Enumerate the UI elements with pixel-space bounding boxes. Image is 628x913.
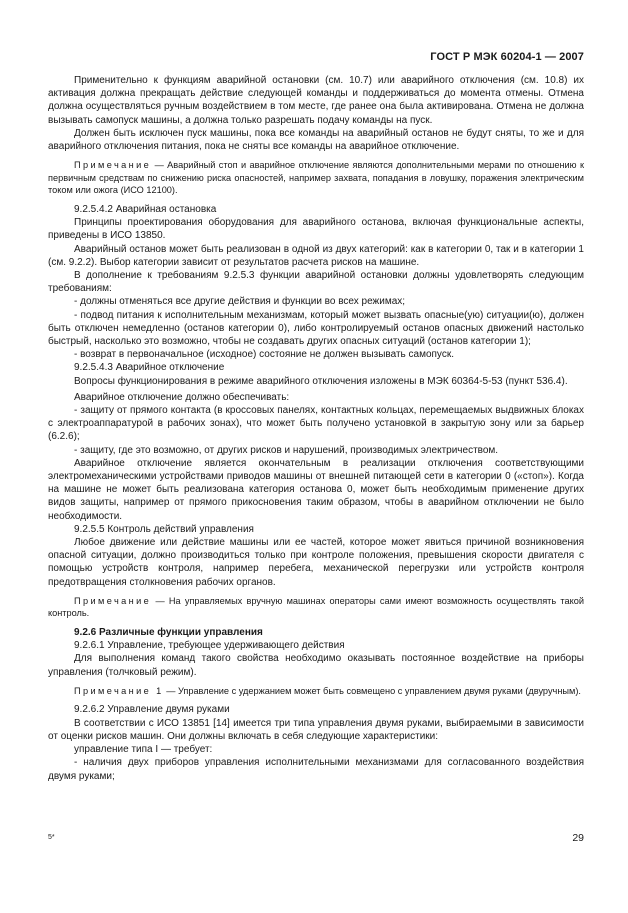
list-item: - возврат в первоначальное (исходное) состояние не должен вызывать самопуск. <box>74 349 454 361</box>
paragraph: Должен быть исключен пуск машины, пока все команды на аварийный останов не будут сняты, то же и для аварийного отключения питания, пока не сняты все команды на аварийное отключение. <box>48 127 584 153</box>
section-heading: 9.2.6 Различные функции управления <box>74 627 263 639</box>
paragraph: Аварийный останов может быть реализован в одной из двух категорий: как в категории 0, так и в категории 1 (см. 9.2.2). Выбор категории зависит от результатов расчета рисков на машине. <box>48 243 584 268</box>
list-item: - подвод питания к исполнительным механизмам, который может вызвать опасные(ую) ситуации(ю), должен быть отключен немедленно (останов категории 0), либо контролируемый останов опасных движений настолько быстрый, насколько это возможно, чтобы не создавать других опасных ситуаций (останов категории 1); <box>48 309 584 348</box>
note-text: — Управление с удержанием может быть совмещено с управлением двумя руками (двуручным). <box>166 685 581 696</box>
subsection-heading: 9.2.6.2 Управление двумя руками <box>74 704 230 716</box>
paragraph: Для выполнения команд такого свойства необходимо оказывать постоянное воздействие на приборы управления (толчковый режим). <box>48 653 584 678</box>
note <box>48 159 584 197</box>
subsection-heading: 9.2.5.5 Контроль действий управления <box>74 523 254 535</box>
list-item: - должны отменяться все другие действия и функции во всех режимах; <box>74 296 406 308</box>
paragraph: Аварийное отключение является окончательным в реализации отключения соответствующими электромеханическими устройствами приводов машины от внешней питающей сети в категории 0 («стоп»). Когда на машине не может быть реализована категория останова 0, может быть необходимым применение других видов защиты, например от прямого прикосновения таким образом, чтобы в аварийном отключении не было необходимости. <box>48 457 584 522</box>
subsection-heading: 9.2.5.4.3 Аварийное отключение <box>74 362 225 374</box>
note-text: — На управляемых вручную машинах операторы сами имеют возможность осуществлять такой контроль. <box>48 595 584 619</box>
paragraph: управление типа I — требует: <box>74 744 213 756</box>
page-number: 29 <box>572 832 584 844</box>
paragraph: Любое движение или действие машины или ее частей, которое может явиться причиной возникновения опасной ситуации, должно производиться только при контроле положения, превышения скорости двигателя с помощью устройств контроля, например перебега, механической перегрузки или устройств контроля предотвращения столкновения рабочих органов. <box>48 537 584 588</box>
page-content <box>48 74 584 783</box>
sheet-mark: 5* <box>48 834 55 841</box>
list-item: - наличия двух приборов управления исполнительными механизмами для согласованного воздействия двумя руками; <box>48 757 584 782</box>
paragraph: В дополнение к требованиям 9.2.5.3 функции аварийной остановки должны удовлетворять следующим требованиям: <box>48 270 584 295</box>
note-label: Примечание 1 <box>74 685 164 696</box>
note-label: Примечание <box>74 595 152 606</box>
standard-code-header: ГОСТ Р МЭК 60204-1 — 2007 <box>430 51 584 63</box>
paragraph: В соответствии с ИСО 13851 [14] имеется три типа управления двумя руками, выбираемыми в зависимости от оценки рисков машин. Они должны включать в себя следующие характеристики: <box>48 717 584 742</box>
paragraph: Применительно к функциям аварийной остановки (см. 10.7) или аварийного отключения (см. 10.8) их активация должна прекращать действие следующей команды и поддерживаться до момента отмены. Отмена должна осуществляться ручным воздействием в том месте, где ранее она была активирована. Отмена не должна вызывать самопуск машины, а должна только разрешать подачу команды на пуск. <box>48 75 584 126</box>
note <box>48 595 584 620</box>
subsection-heading: 9.2.5.4.2 Аварийная остановка <box>74 204 217 215</box>
paragraph: Принципы проектирования оборудования для аварийного останова, включая функциональные аспекты, приведены в ИСО 13850. <box>48 217 584 242</box>
note-label: Примечание <box>74 160 152 171</box>
paragraph: Вопросы функционирования в режиме аварийного отключения изложены в МЭК 60364-5-53 (пункт 536.4). <box>74 375 568 387</box>
list-item: - защиту от прямого контакта (в кроссовых панелях, контактных кольцах, перемещаемых выдвижных блоках с электроаппаратурой в рабочих зонах), что может быть получено установкой в закрытую зону или за барьер (6.2.6); <box>48 405 584 443</box>
subsection-heading: 9.2.6.1 Управление, требующее удерживающего действия <box>74 640 345 652</box>
note <box>48 685 584 698</box>
paragraph: Аварийное отключение должно обеспечивать: <box>74 391 290 403</box>
note-text: — Аварийный стоп и аварийное отключение являются дополнительными мерами по отношению к первичным средствам по снижению риска опасностей, например захвата, попадания в ловушку, поражения электрическим током или ожога (ИСО 12100). <box>48 160 584 196</box>
list-item: - защиту, где это возможно, от других рисков и нарушений, производимых электричеством. <box>74 444 499 456</box>
